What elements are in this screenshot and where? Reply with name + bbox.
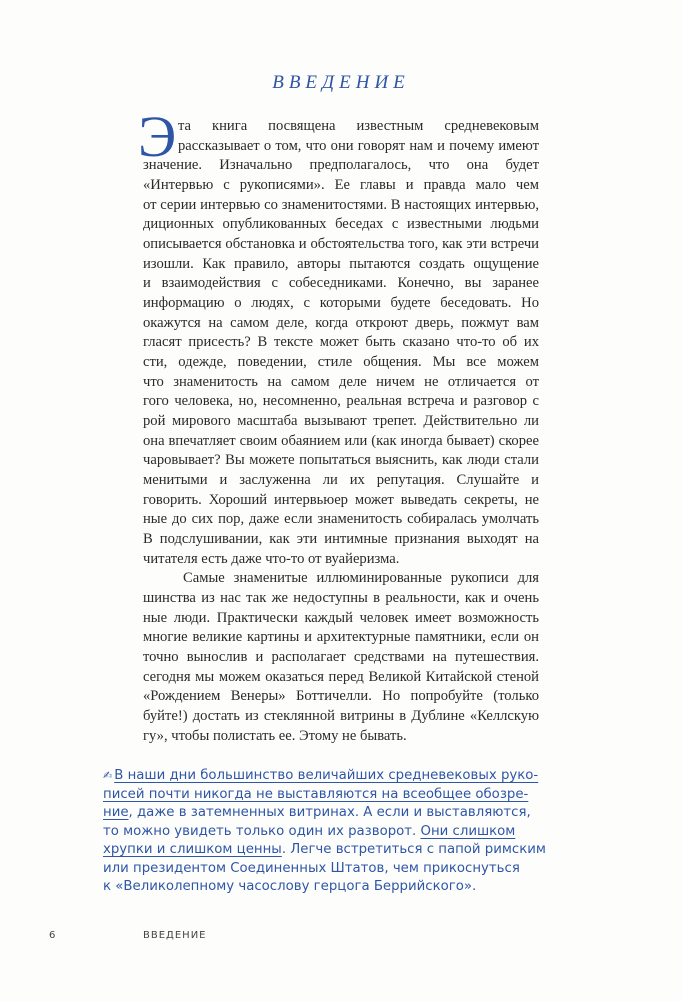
body-line: от серии интервью со знаменитостями. В настоящих интервью, (143, 196, 539, 213)
body-line: и взаимодействия с собеседниками. Конечно, вы заранее (143, 275, 539, 292)
body-line: «Интервью с рукописями». Ее главы и правда мало чем (143, 177, 539, 194)
note-line (103, 786, 573, 805)
body-line: Самые знаменитые иллюминированные рукописи для (183, 570, 539, 587)
body-line: она впечатляет своим обаянием или (как иногда бывает) скорее (143, 432, 539, 449)
note-text: . Легче встретиться с папой римским (281, 842, 546, 857)
chapter-title: ВВЕДЕНИЕ (272, 72, 410, 93)
body-line: шинства из нас так же недоступны в реальности, как и очень (143, 590, 539, 607)
body-line: значение. Изначально предполагалось, что она будет (143, 157, 539, 174)
note-text: то можно увидеть только один их разворот. (103, 823, 421, 839)
drop-cap: Э (138, 104, 177, 169)
body-line: окажутся на самом деле, когда откроют дверь, пожмут вам (143, 314, 539, 331)
body-line: гласят присесть? В тексте может быть сказано что-то об их (143, 334, 539, 351)
body-line: менитыми и заслуженна ли их репутация. Слушайте и (143, 472, 539, 489)
body-line: ные до сих пор, даже если знаменитость собиралась умолчать (143, 511, 539, 528)
underlined-text: писей почти никогда не выставляются на всеобщее обозре- (103, 786, 529, 802)
body-line: многие великие картины и архитектурные памятники, если он (143, 629, 539, 646)
note-line (103, 860, 573, 879)
body-line: что знаменитость на самом деле ничем не отличается от (143, 373, 539, 390)
body-line: рой мирового масштаба вызывают трепет. Действительно ли (143, 413, 539, 430)
note-text: к «Великолепному часослову герцога Беррийского». (103, 879, 477, 894)
body-line: сти, одежде, поведении, стиле общения. Мы все можем (143, 354, 539, 371)
body-text (143, 117, 539, 747)
body-line: буйте!) достать из стеклянной витрины в Дублине «Келлскую (143, 708, 539, 725)
body-line: сегодня мы можем оказаться перед Великой Китайской стеной (143, 668, 539, 685)
body-line: изошли. Как правило, авторы пытаются создать ощущение (143, 255, 539, 272)
body-line: говорить. Хороший интервьюер может выведать секреты, не (143, 491, 539, 508)
note-line (103, 878, 573, 897)
body-line: гого человека, но, несомненно, реальная встреча и разговор с (143, 393, 539, 410)
body-line: В подслушивании, как эти интимные признания выходят на (143, 531, 539, 548)
running-head: ВВЕДЕНИЕ (143, 930, 207, 941)
body-line: диционных опубликованных беседах с известными людьми (143, 216, 539, 233)
underlined-text: В наши дни большинство величайших средневековых руко- (114, 768, 539, 783)
body-line: информацию о людях, с которыми будете беседовать. Но (143, 295, 539, 312)
body-line: точно вынослив и располагает средствами на путешествия. (143, 649, 539, 666)
note-line (103, 841, 573, 860)
underlined-text: хрупки и слишком ценны (103, 842, 282, 857)
body-line: гу», чтобы полистать ее. Этому не бывать. (143, 727, 407, 744)
note-line (103, 804, 573, 823)
body-line: описывается обстановка и обстоятельства того, как эти встречи (143, 236, 539, 253)
underlined-text: Они слишком (420, 823, 516, 839)
body-line: ные люди. Практически каждый человек имеет возможность (143, 609, 539, 626)
body-line: чаровывает? Вы можете попытаться выяснить, как люди стали (143, 452, 539, 469)
note-line (103, 767, 573, 786)
pen-icon: ✍ (103, 769, 113, 782)
note-line (103, 823, 573, 842)
highlighted-note (103, 767, 573, 897)
note-text: , даже в затемненных витринах. А если и выставляются, (128, 805, 531, 820)
body-line: рассказывает о том, что они говорят нам и почему имеют (178, 137, 539, 154)
body-line: читателя есть даже что-то от вуайеризма. (143, 550, 400, 567)
page-number: 6 (49, 930, 56, 941)
note-text: или президентом Соединенных Штатов, чем прикоснуться (103, 860, 520, 876)
underlined-text: ние (103, 805, 129, 820)
body-line: «Рождением Венеры» Боттичелли. Но попробуйте (только (143, 688, 539, 705)
body-line: та книга посвящена известным средневековым (178, 118, 539, 134)
